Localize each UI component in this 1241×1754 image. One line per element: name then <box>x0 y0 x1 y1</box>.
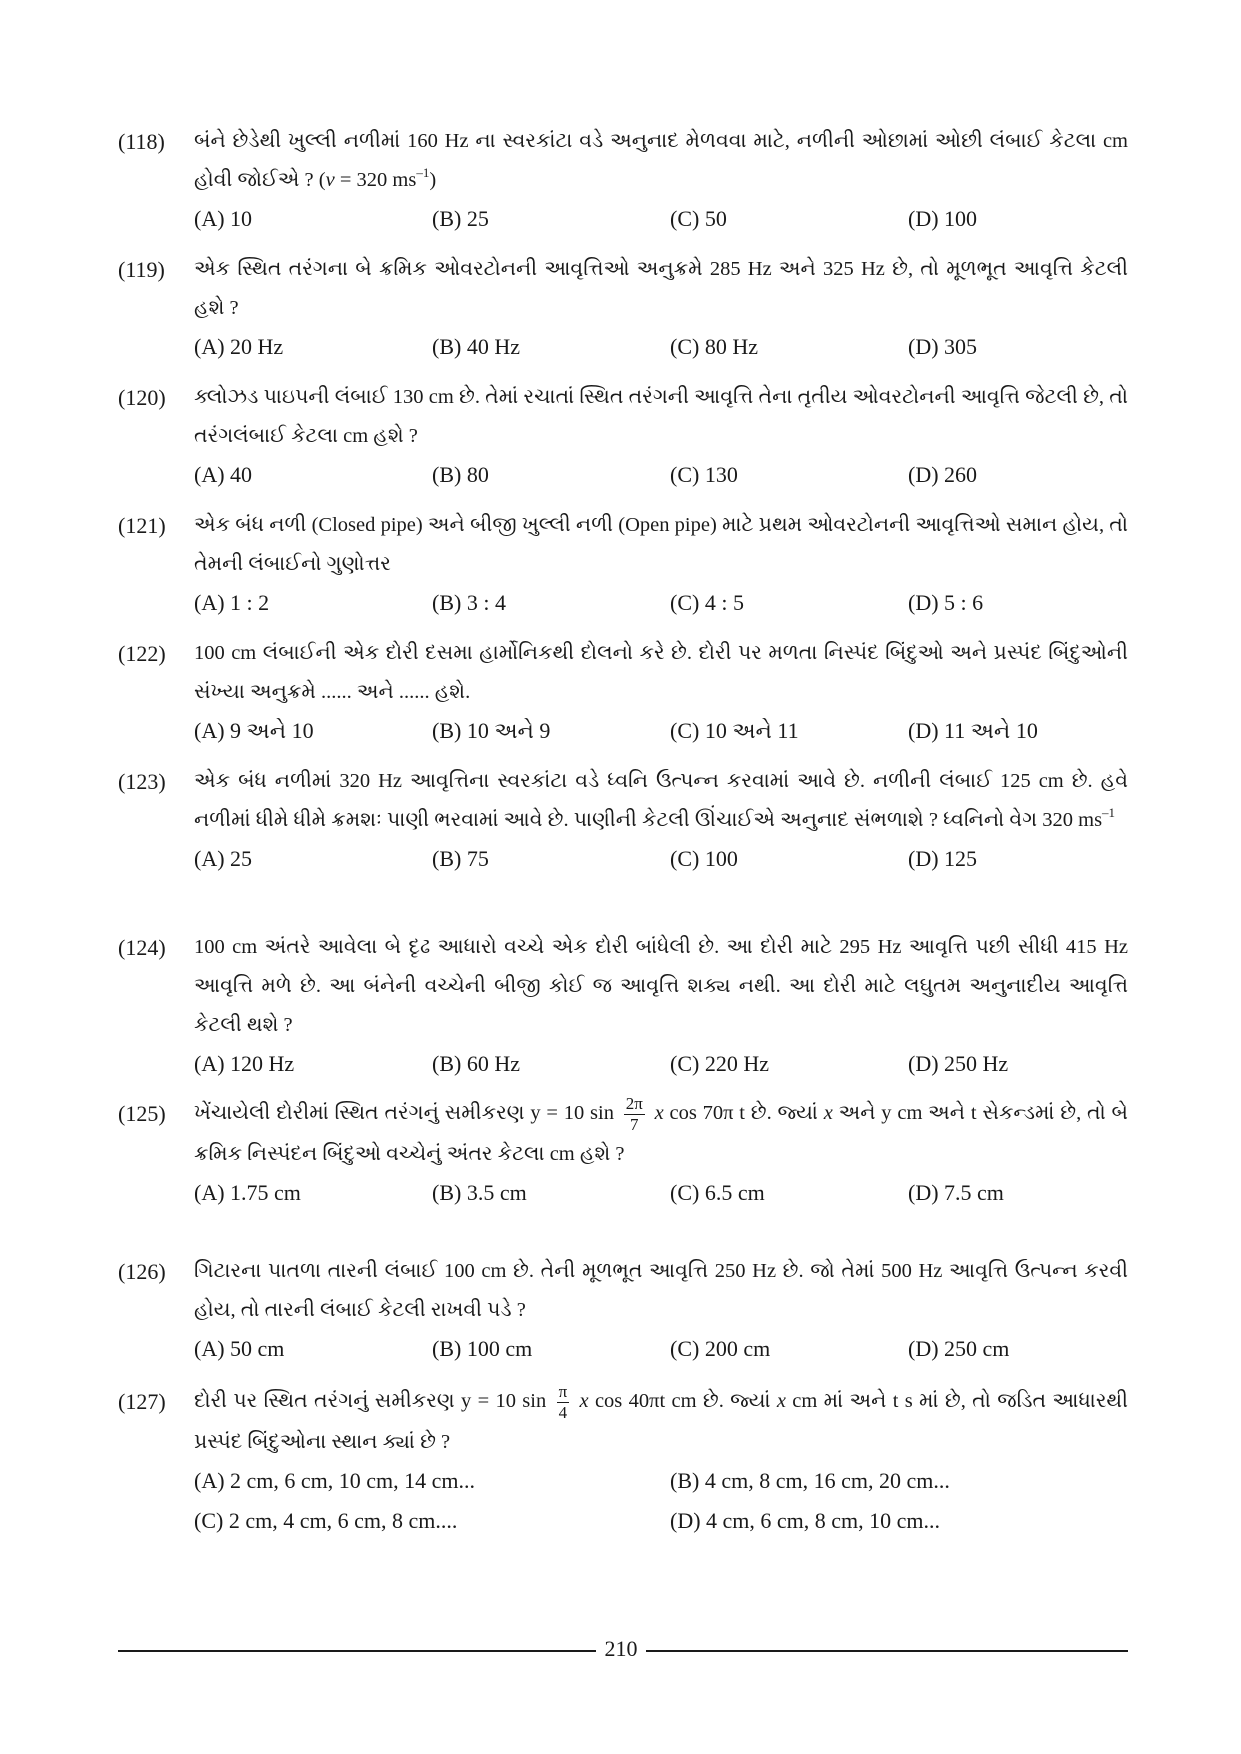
question-number: (126) <box>118 1259 166 1284</box>
question-text: એક બંધ નળીમાં 320 Hz આવૃત્તિના સ્વરકાંટા વડે ધ્વનિ ઉત્પન્ન કરવામાં આવે છે. નળીની લંબાઈ 125 cm છે. હવે નળીમાં ધીમે ધીમે ક્રમશઃ પાણી ભરવામાં આવે છે. પાણીની કેટલી ઊંચાઈએ અનુનાદ સંભળાશે ? ધ્વનિનો વેગ 320 $ms^{-1}$ <box>194 770 1128 831</box>
option: (C) 50 <box>670 206 727 231</box>
option: (A) 20 Hz <box>194 334 284 359</box>
option: (C) 130 <box>670 462 738 487</box>
question-text: બંને છેડેથી ખુલ્લી નળીમાં 160 Hz ના સ્વરકાંટા વડે અનુનાદ મેળવવા માટે, નળીની ઓછામાં ઓછી લંબાઈ કેટલા cm હોવી જોઈએ ? (v = 320 $ms^{-1}$) <box>194 130 1128 191</box>
option: (A) 120 Hz <box>194 1051 295 1076</box>
question-text: 100 cm લંબાઈની એક દોરી દસમા હાર્મોનિકથી દોલનો કરે છે. દોરી પર મળતા નિસ્પંદ બિંદુઓ અને પ્રસ્પંદ બિંદુઓની સંખ્યા અનુક્રમે ...... અને ...... હશે. <box>194 642 1128 703</box>
option: (A) 2 cm, 6 cm, 10 cm, 14 cm... <box>194 1468 476 1493</box>
question-text: ખેંચાયેલી દોરીમાં સ્થિત તરંગનું સમીકરણ y = 10 sin $\frac{2\pi}{7}$ x cos 70π t છે. જ્યાં x અને y cm અને t સેકન્ડમાં છે, તો બે ક્રમિક નિસ્પંદન બિંદુઓ વચ્ચેનું અંતર કેટલા cm હશે ? <box>194 1094 1128 1165</box>
option: (B) 25 <box>432 206 489 231</box>
question-121 <box>118 506 1128 624</box>
footer-rule-left <box>118 1650 596 1652</box>
option: (B) 3.5 cm <box>432 1180 527 1205</box>
options-row <box>194 718 1128 752</box>
option: (C) 2 cm, 4 cm, 6 cm, 8 cm.... <box>194 1508 458 1533</box>
option: (D) 100 <box>908 206 978 231</box>
option: (A) 40 <box>194 462 253 487</box>
option: (B) 80 <box>432 462 489 487</box>
question-text: ક્લોઝડ પાઇપની લંબાઈ 130 cm છે. તેમાં રચાતાં સ્થિત તરંગની આવૃત્તિ તેના તૃતીય ઓવરટોનની આવૃત્તિ જેટલી છે, તો તરંગલંબાઈ કેટલા cm હશે ? <box>194 386 1128 447</box>
question-118 <box>118 122 1128 240</box>
page-number: 210 <box>604 1636 638 1661</box>
option: (A) 9 અને 10 <box>194 718 314 743</box>
option: (C) 10 અને 11 <box>670 718 799 743</box>
question-text: દોરી પર સ્થિત તરંગનું સમીકરણ y = 10 sin $\frac{\pi}{4}$ x cos 40πt cm છે. જ્યાં x cm માં અને t s માં છે, તો જડિત આધારથી પ્રસ્પંદ બિંદુઓના સ્થાન ક્યાં છે ? <box>194 1382 1129 1453</box>
option: (D) 11 અને 10 <box>908 718 1038 743</box>
question-number: (125) <box>118 1101 166 1126</box>
options-row <box>194 1051 1128 1085</box>
option: (D) 4 cm, 6 cm, 8 cm, 10 cm... <box>670 1508 941 1533</box>
options-row <box>194 462 1128 496</box>
option: (A) 25 <box>194 846 253 871</box>
options-row <box>194 1336 1128 1370</box>
option: (A) 50 cm <box>194 1336 285 1361</box>
option: (D) 5 : 6 <box>908 590 984 615</box>
question-122 <box>118 634 1128 752</box>
question-120 <box>118 378 1128 496</box>
question-text: એક સ્થિત તરંગના બે ક્રમિક ઓવરટોનની આવૃત્તિઓ અનુક્રમે 285 Hz અને 325 Hz છે, તો મૂળભૂત આવૃત્તિ કેટલી હશે ? <box>194 258 1128 319</box>
question-number: (124) <box>118 935 166 960</box>
question-number: (120) <box>118 385 166 410</box>
option: (A) 10 <box>194 206 253 231</box>
option: (B) 100 cm <box>432 1336 533 1361</box>
options-row <box>194 1180 1128 1214</box>
option: (C) 80 Hz <box>670 334 758 359</box>
option: (C) 200 cm <box>670 1336 771 1361</box>
option: (D) 260 <box>908 462 978 487</box>
question-number: (123) <box>118 769 166 794</box>
option: (A) 1.75 cm <box>194 1180 301 1205</box>
option: (A) 1 : 2 <box>194 590 270 615</box>
question-text: 100 cm અંતરે આવેલા બે દૃઢ આધારો વચ્ચે એક દોરી બાંધેલી છે. આ દોરી માટે 295 Hz આવૃત્તિ પછી સીધી 415 Hz આવૃત્તિ મળે છે. આ બંનેની વચ્ચેની બીજી કોઈ જ આવૃત્તિ શક્ય નથી. આ દોરી માટે લઘુતમ અનુનાદીય આવૃત્તિ કેટલી થશે ? <box>194 936 1128 1036</box>
option: (D) 250 cm <box>908 1336 1010 1361</box>
option: (B) 10 અને 9 <box>432 718 551 743</box>
options-row <box>194 590 1128 624</box>
question-number: (127) <box>118 1389 166 1414</box>
question-123 <box>118 762 1128 880</box>
question-text: ગિટારના પાતળા તારની લંબાઈ 100 cm છે. તેની મૂળભૂત આવૃત્તિ 250 Hz છે. જો તેમાં 500 Hz આવૃત્તિ ઉત્પન્ન કરવી હોય, તો તારની લંબાઈ કેટલી રાખવી પડે ? <box>194 1260 1128 1321</box>
option: (B) 60 Hz <box>432 1051 520 1076</box>
question-126 <box>118 1252 1128 1370</box>
option: (B) 3 : 4 <box>432 590 506 615</box>
question-124 <box>118 928 1128 1085</box>
question-125 <box>118 1094 1128 1214</box>
option: (D) 125 <box>908 846 978 871</box>
option: (C) 100 <box>670 846 738 871</box>
option: (D) 305 <box>908 334 978 359</box>
options-row <box>194 1508 1128 1542</box>
question-number: (121) <box>118 513 166 538</box>
option: (D) 7.5 cm <box>908 1180 1004 1205</box>
option: (D) 250 Hz <box>908 1051 1009 1076</box>
options-row <box>194 334 1128 368</box>
options-row <box>194 846 1128 880</box>
option: (B) 40 Hz <box>432 334 520 359</box>
question-number: (119) <box>118 257 165 282</box>
option: (B) 75 <box>432 846 489 871</box>
question-number: (118) <box>118 129 165 154</box>
question-number: (122) <box>118 641 166 666</box>
options-row <box>194 206 1128 240</box>
option: (C) 220 Hz <box>670 1051 769 1076</box>
options-row <box>194 1468 1128 1502</box>
option: (B) 4 cm, 8 cm, 16 cm, 20 cm... <box>670 1468 950 1493</box>
footer-rule-right <box>646 1650 1128 1652</box>
question-119 <box>118 250 1128 368</box>
option: (C) 4 : 5 <box>670 590 744 615</box>
question-text: એક બંધ નળી (Closed pipe) અને બીજી ખુલ્લી નળી (Open pipe) માટે પ્રથમ ઓવરટોનની આવૃત્તિઓ સમાન હોય, તો તેમની લંબાઈનો ગુણોત્તર <box>194 514 1128 575</box>
question-127 <box>118 1382 1128 1542</box>
option: (C) 6.5 cm <box>670 1180 765 1205</box>
